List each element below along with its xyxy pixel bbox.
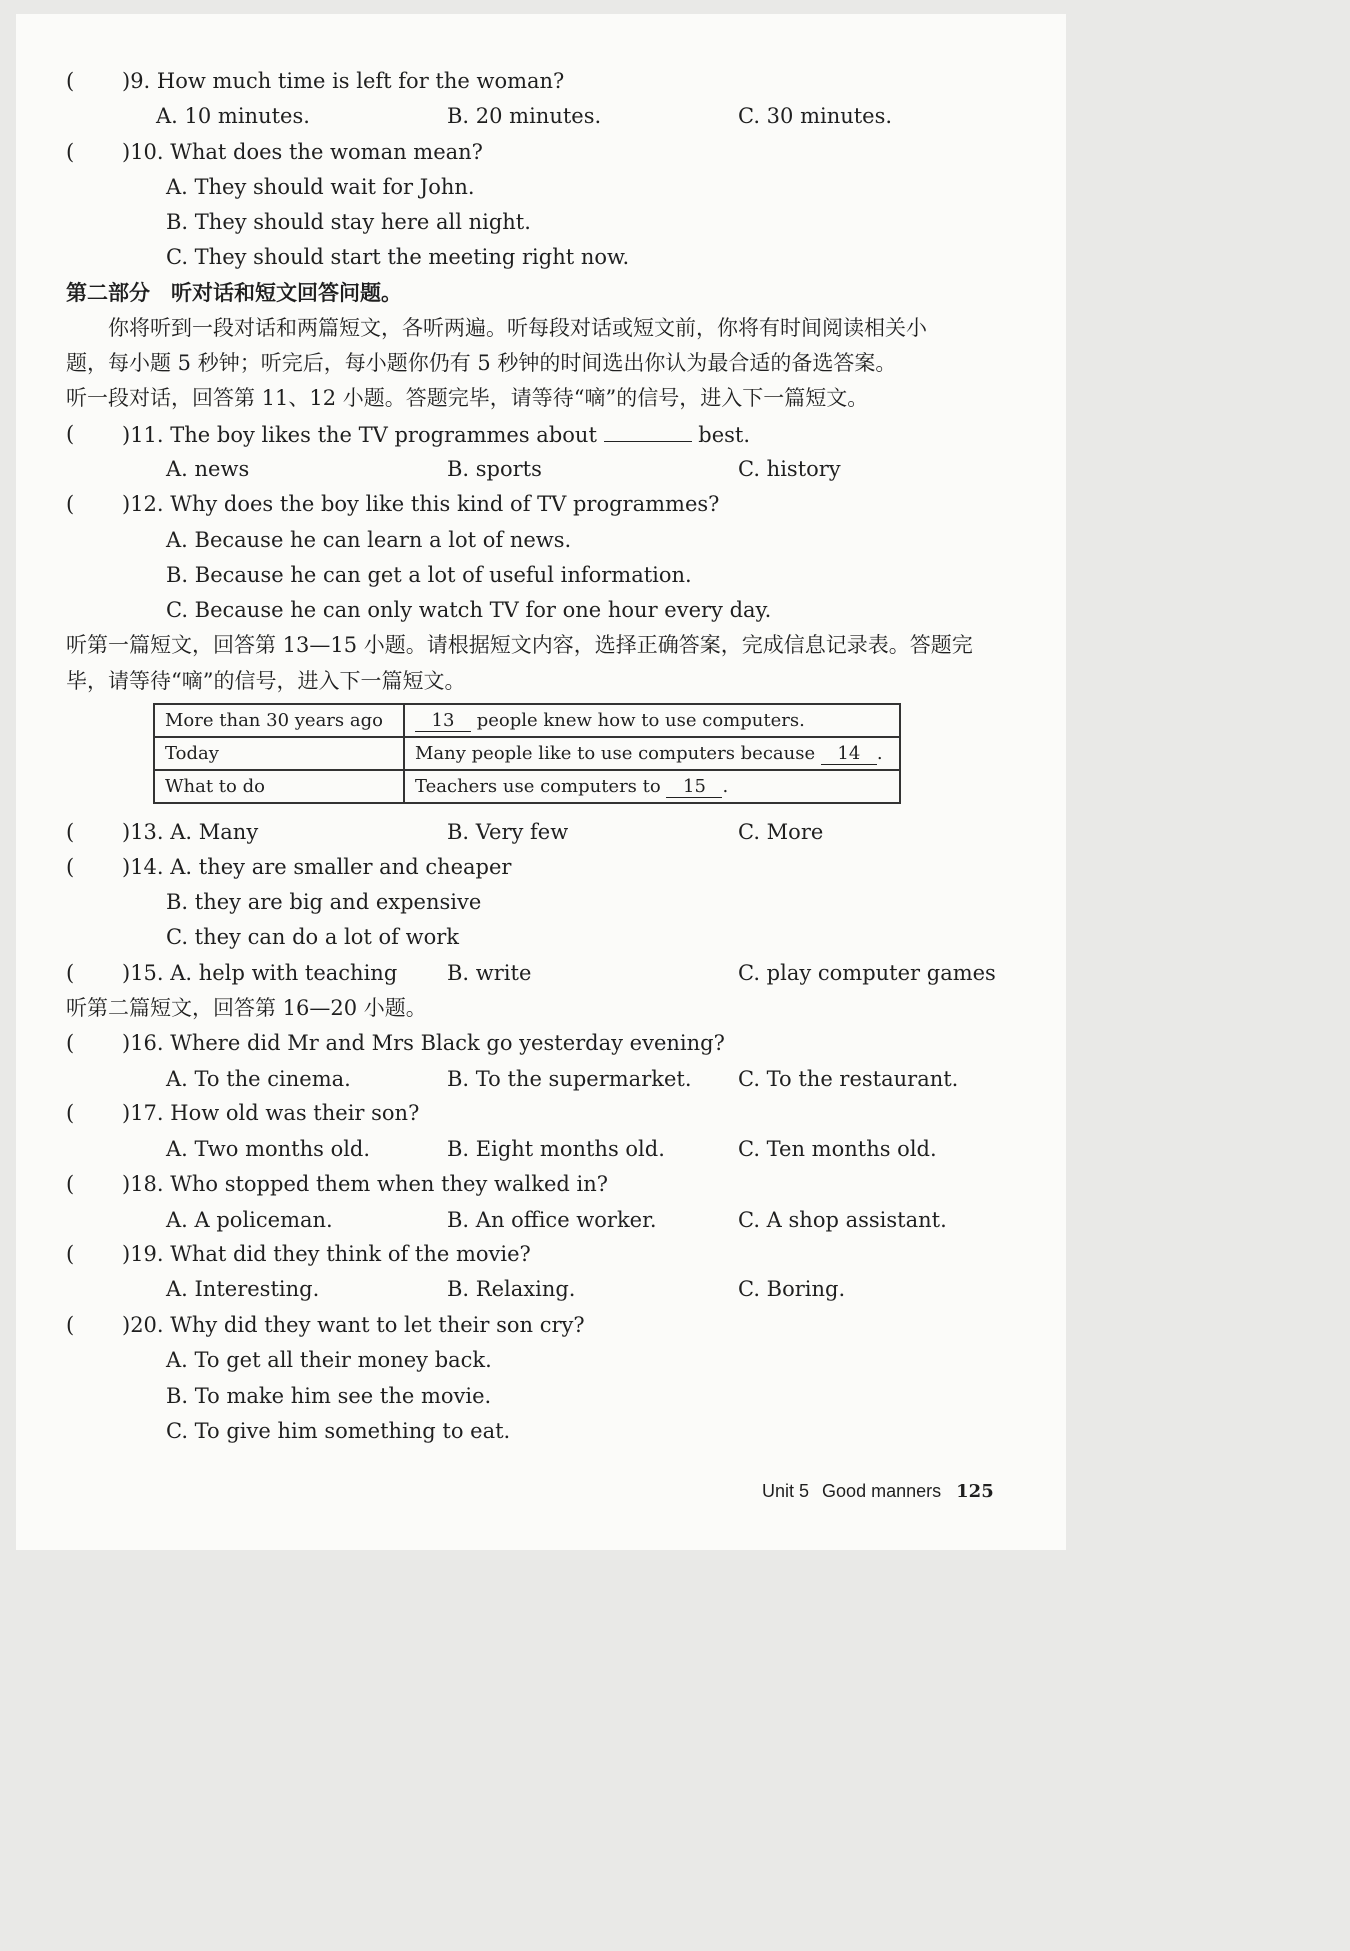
q10-option-a: A. They should wait for John. — [166, 175, 475, 199]
table-row — [154, 737, 900, 770]
passage1-instruction-line1: 听第一篇短文，回答第 13—15 小题。请根据短文内容，选择正确答案，完成信息记录表。答题完 — [66, 633, 973, 657]
q9-option-c: C. 30 minutes. — [738, 104, 893, 128]
blank-14: 14 — [821, 743, 877, 765]
question-17: )17. How old was their son? — [122, 1101, 420, 1125]
q19-option-b: B. Relaxing. — [447, 1277, 576, 1301]
q16-option-b: B. To the supermarket. — [447, 1067, 692, 1091]
q15-option-b: B. write — [447, 961, 532, 985]
answer-paren: ( — [66, 69, 75, 93]
q18-option-a: A. A policeman. — [166, 1208, 333, 1232]
blank-15: 15 — [666, 776, 722, 798]
q13-option-c: C. More — [738, 820, 824, 844]
question-18: )18. Who stopped them when they walked in? — [122, 1172, 609, 1196]
table-cell — [404, 737, 900, 770]
question-20: )20. Why did they want to let their son cry? — [122, 1313, 585, 1337]
q12-option-b: B. Because he can get a lot of useful information. — [166, 563, 692, 587]
q16-option-a: A. To the cinema. — [166, 1067, 351, 1091]
passage2-instruction: 听第二篇短文，回答第 16—20 小题。 — [66, 996, 427, 1020]
question-16: )16. Where did Mr and Mrs Black go yesterday evening? — [122, 1031, 725, 1055]
cell-text: people knew how to use computers. — [476, 709, 805, 731]
answer-paren: ( — [66, 1101, 75, 1125]
q10-option-c: C. They should start the meeting right now. — [166, 245, 630, 269]
question-13: )13. A. Many — [122, 820, 259, 844]
q11-option-b: B. sports — [447, 457, 542, 481]
dialog-instruction: 听一段对话，回答第 11、12 小题。答题完毕，请等待“嘀”的信号，进入下一篇短文。 — [66, 386, 869, 410]
question-11 — [122, 421, 750, 448]
q19-option-a: A. Interesting. — [166, 1277, 320, 1301]
page-footer — [762, 1481, 994, 1502]
q12-option-c: C. Because he can only watch TV for one hour every day. — [166, 598, 772, 622]
table-cell: More than 30 years ago — [154, 704, 404, 737]
passage1-instruction-line2: 毕，请等待“嘀”的信号，进入下一篇短文。 — [66, 669, 466, 693]
question-9: )9. How much time is left for the woman? — [122, 69, 565, 93]
answer-paren: ( — [66, 1172, 75, 1196]
q11-option-c: C. history — [738, 457, 841, 481]
q20-option-c: C. To give him something to eat. — [166, 1419, 511, 1443]
q18-option-b: B. An office worker. — [447, 1208, 657, 1232]
blank-13: 13 — [415, 710, 471, 732]
table-row — [154, 704, 900, 737]
answer-paren: ( — [66, 855, 75, 879]
q16-option-c: C. To the restaurant. — [738, 1067, 959, 1091]
table-row — [154, 770, 900, 803]
answer-paren: ( — [66, 1031, 75, 1055]
table-cell: What to do — [154, 770, 404, 803]
section-intro-line1: 你将听到一段对话和两篇短文，各听两遍。听每段对话或短文前，你将有时间阅读相关小 — [108, 316, 927, 340]
table-cell: Today — [154, 737, 404, 770]
unit-title: Good manners — [822, 1481, 942, 1501]
q11-stem: )11. The boy likes the TV programmes about — [122, 423, 597, 447]
section-intro-line2: 题，每小题 5 秒钟；听完后，每小题你仍有 5 秒钟的时间选出你认为最合适的备选答案。 — [66, 351, 897, 375]
cell-text: Many people like to use computers because — [415, 742, 816, 764]
table-cell — [404, 704, 900, 737]
answer-paren: ( — [66, 492, 75, 516]
q14-option-b: B. they are big and expensive — [166, 890, 482, 914]
q20-option-b: B. To make him see the movie. — [166, 1384, 492, 1408]
question-19: )19. What did they think of the movie? — [122, 1242, 531, 1266]
q17-option-a: A. Two months old. — [166, 1137, 371, 1161]
answer-paren: ( — [66, 1242, 75, 1266]
cell-text: . — [722, 775, 729, 797]
answer-paren: ( — [66, 422, 75, 446]
answer-paren: ( — [66, 140, 75, 164]
question-12: )12. Why does the boy like this kind of TV programmes? — [122, 492, 720, 516]
answer-paren: ( — [66, 820, 75, 844]
question-15: )15. A. help with teaching — [122, 961, 398, 985]
q18-option-c: C. A shop assistant. — [738, 1208, 947, 1232]
q19-option-c: C. Boring. — [738, 1277, 846, 1301]
q10-option-b: B. They should stay here all night. — [166, 210, 531, 234]
q9-option-b: B. 20 minutes. — [447, 104, 602, 128]
question-14: )14. A. they are smaller and cheaper — [122, 855, 512, 879]
page-number: 125 — [956, 1481, 994, 1502]
section-heading: 第二部分 听对话和短文回答问题。 — [66, 280, 402, 305]
q14-option-c: C. they can do a lot of work — [166, 925, 459, 949]
q17-option-c: C. Ten months old. — [738, 1137, 937, 1161]
q12-option-a: A. Because he can learn a lot of news. — [166, 528, 572, 552]
q9-option-a: A. 10 minutes. — [156, 104, 310, 128]
cell-text: Teachers use computers to — [415, 775, 661, 797]
q11-stem-end: best. — [698, 423, 751, 447]
q13-option-b: B. Very few — [447, 820, 569, 844]
q11-option-a: A. news — [166, 457, 250, 481]
table-cell — [404, 770, 900, 803]
q15-option-c: C. play computer games — [738, 961, 996, 985]
unit-label: Unit 5 — [762, 1481, 810, 1501]
q17-option-b: B. Eight months old. — [447, 1137, 665, 1161]
cell-text: . — [876, 742, 883, 764]
answer-paren: ( — [66, 1313, 75, 1337]
question-10: )10. What does the woman mean? — [122, 140, 483, 164]
info-record-table — [153, 703, 901, 804]
q11-blank — [604, 421, 692, 442]
answer-paren: ( — [66, 961, 75, 985]
q20-option-a: A. To get all their money back. — [166, 1348, 492, 1372]
